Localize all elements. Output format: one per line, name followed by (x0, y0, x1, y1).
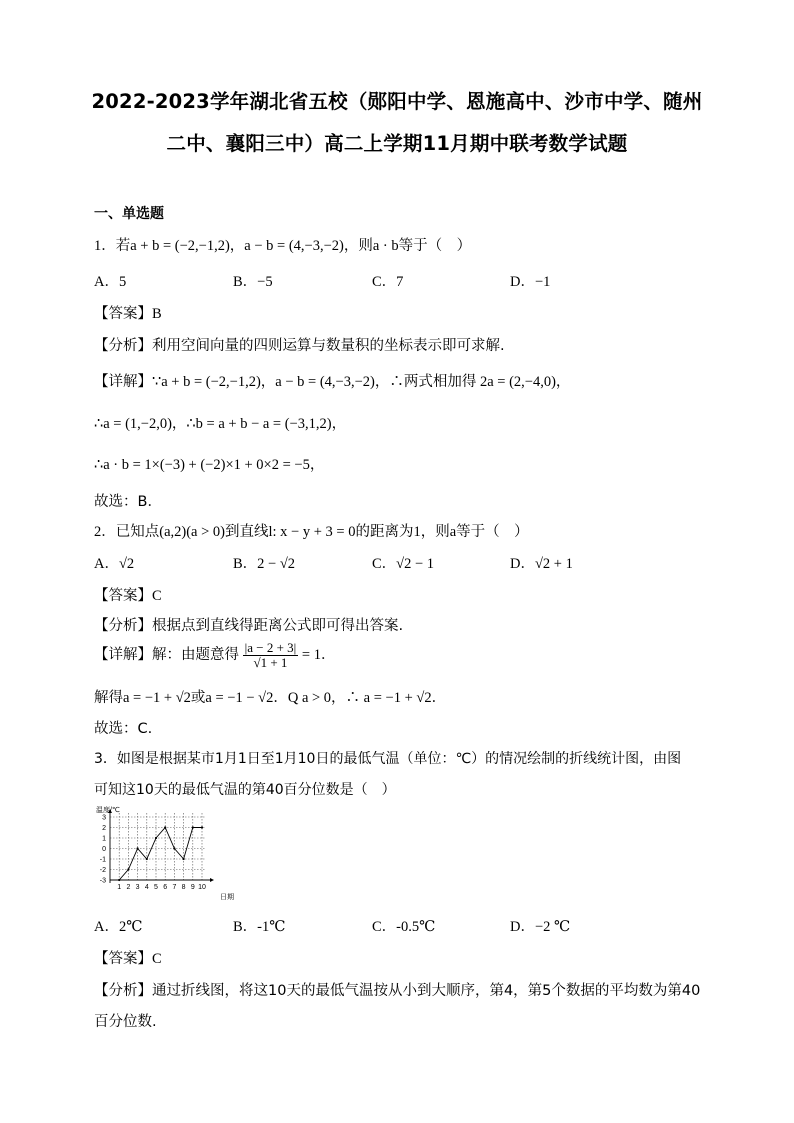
q1-option-c: C．7 (372, 274, 404, 290)
q1-detail-row (94, 370, 570, 391)
document-title-line-1: 2022-2023学年湖北省五校（郧阳中学、恩施高中、沙市中学、随州 (91, 90, 703, 113)
q2-analysis-row (94, 614, 403, 635)
x-tick-label: 10 (198, 884, 206, 891)
q2-solve-line: 解得a = −1 + √2或a = −1 − √2．Q a > 0，∴ a = −1 + √2． (94, 690, 447, 706)
q2-answer: C (152, 588, 162, 604)
q2-conclusion: 故选：C. (94, 721, 153, 737)
x-axis-arrow (210, 878, 214, 882)
q2-stem: 2．已知点(a,2)(a > 0)到直线l: x − y + 3 = 0的距离为1，则a等于（ ） (94, 524, 529, 540)
y-tick-label: -1 (99, 856, 106, 864)
q1-analysis: 利用空间向量的四则运算与数量积的坐标表示即可求解. (152, 338, 505, 354)
section-heading: 一、单选题 (94, 206, 164, 222)
y-tick-label: 0 (102, 846, 106, 853)
detail-tag: 【详解】 (94, 647, 152, 664)
q3-answer: C (152, 951, 162, 967)
q2-option-a: A．√2 (94, 556, 135, 572)
y-tick-label: 1 (102, 835, 106, 843)
q1-detail-3: ∴a · b = 1×(−3) + (−2)×1 + 0×2 = −5， (94, 457, 325, 473)
q3-option-d: D．−2 ℃ (510, 919, 571, 935)
answer-tag: 【答案】 (94, 588, 152, 604)
q3-analysis-row (94, 979, 700, 1000)
answer-tag: 【答案】 (94, 951, 152, 967)
q1-detail-2: ∴a = (1,−2,0)，∴b = a + b − a = (−3,1,2)， (94, 416, 347, 432)
q3-analysis-1: 通过折线图，将这10天的最低气温按从小到大顺序，第4，第5个数据的平均数为第40 (152, 983, 701, 999)
q1-answer-row (94, 302, 162, 323)
q3-stem-line-1: 3．如图是根据某市1月1日至1月10日的最低气温（单位：℃）的情况绘制的折线统计图，由图 (94, 751, 682, 767)
temperature-line-chart (86, 803, 236, 903)
q2-option-c: C．√2 − 1 (372, 556, 435, 572)
data-point (201, 826, 203, 828)
data-point (164, 826, 166, 828)
data-point (127, 868, 129, 870)
q3-option-c: C．-0.5℃ (372, 919, 436, 935)
q3-stem-line-2: 可知这10天的最低气温的第40百分位数是（ ） (94, 782, 396, 798)
fraction-denominator: √1 + 1 (253, 655, 288, 671)
data-point (137, 847, 139, 849)
data-point (192, 826, 194, 828)
fraction-numerator: |a − 2 + 3| (244, 640, 297, 655)
q1-answer: B (152, 306, 162, 322)
distance-fraction (243, 641, 299, 671)
q1-stem: 1．若a + b = (−2,−1,2)，a − b = (4,−3,−2)，则a · b等于（ ） (94, 238, 472, 254)
x-tick-label: 3 (135, 884, 140, 891)
q1-detail-1: ∵a + b = (−2,−1,2)，a − b = (4,−3,−2)，∴两式相加得 2a = (2,−4,0)， (152, 374, 571, 390)
q3-option-b: B．-1℃ (233, 919, 286, 935)
q2-answer-row (94, 584, 162, 605)
q1-option-d: D．−1 (510, 274, 551, 290)
chart-axes (108, 809, 214, 883)
x-tick-label: 7 (172, 884, 177, 891)
x-tick-label: 5 (154, 884, 158, 891)
q1-option-a: A．5 (94, 274, 127, 290)
q2-detail-row (94, 641, 335, 671)
q2-option-d: D．√2 + 1 (510, 556, 573, 572)
x-tick-label: 6 (163, 884, 168, 891)
analysis-tag: 【分析】 (94, 338, 152, 354)
chart-ylabel: 温度/℃ (96, 807, 120, 814)
data-point (155, 837, 157, 839)
q2-detail-prefix: 解：由题意得 (152, 647, 239, 664)
q3-option-a: A．2℃ (94, 919, 143, 935)
q1-analysis-row (94, 334, 505, 355)
y-tick-label: 3 (102, 814, 106, 822)
q1-conclusion: 故选：B． (94, 494, 162, 510)
q3-answer-row (94, 947, 162, 968)
q3-analysis-2: 百分位数. (94, 1014, 157, 1030)
analysis-tag: 【分析】 (94, 983, 152, 999)
x-tick-label: 8 (181, 884, 186, 891)
x-tick-label: 2 (126, 884, 131, 891)
chart-xlabel: 日期 (220, 894, 234, 901)
q2-analysis: 根据点到直线得距离公式即可得出答案. (152, 618, 404, 634)
document-title-line-2: 二中、襄阳三中）高二上学期11月期中联考数学试题 (166, 132, 628, 155)
detail-tag: 【详解】 (94, 374, 152, 390)
q2-detail-suffix: = 1． (301, 647, 336, 664)
data-point (146, 858, 148, 860)
y-tick-label: -3 (99, 877, 106, 885)
q2-option-b: B．2 − √2 (233, 556, 296, 572)
x-tick-label: 9 (190, 884, 195, 891)
chart-series (118, 826, 203, 881)
x-tick-label: 1 (117, 884, 122, 891)
series-line (119, 828, 202, 881)
data-point (118, 879, 120, 881)
q1-option-b: B．−5 (233, 274, 273, 290)
x-tick-label: 4 (144, 884, 149, 891)
data-point (183, 858, 185, 860)
chart-grid (110, 813, 206, 880)
answer-tag: 【答案】 (94, 306, 152, 322)
y-tick-label: -2 (99, 867, 106, 874)
analysis-tag: 【分析】 (94, 618, 152, 634)
y-tick-label: 2 (102, 825, 106, 832)
data-point (173, 847, 175, 849)
chart-tick-labels (100, 815, 206, 892)
